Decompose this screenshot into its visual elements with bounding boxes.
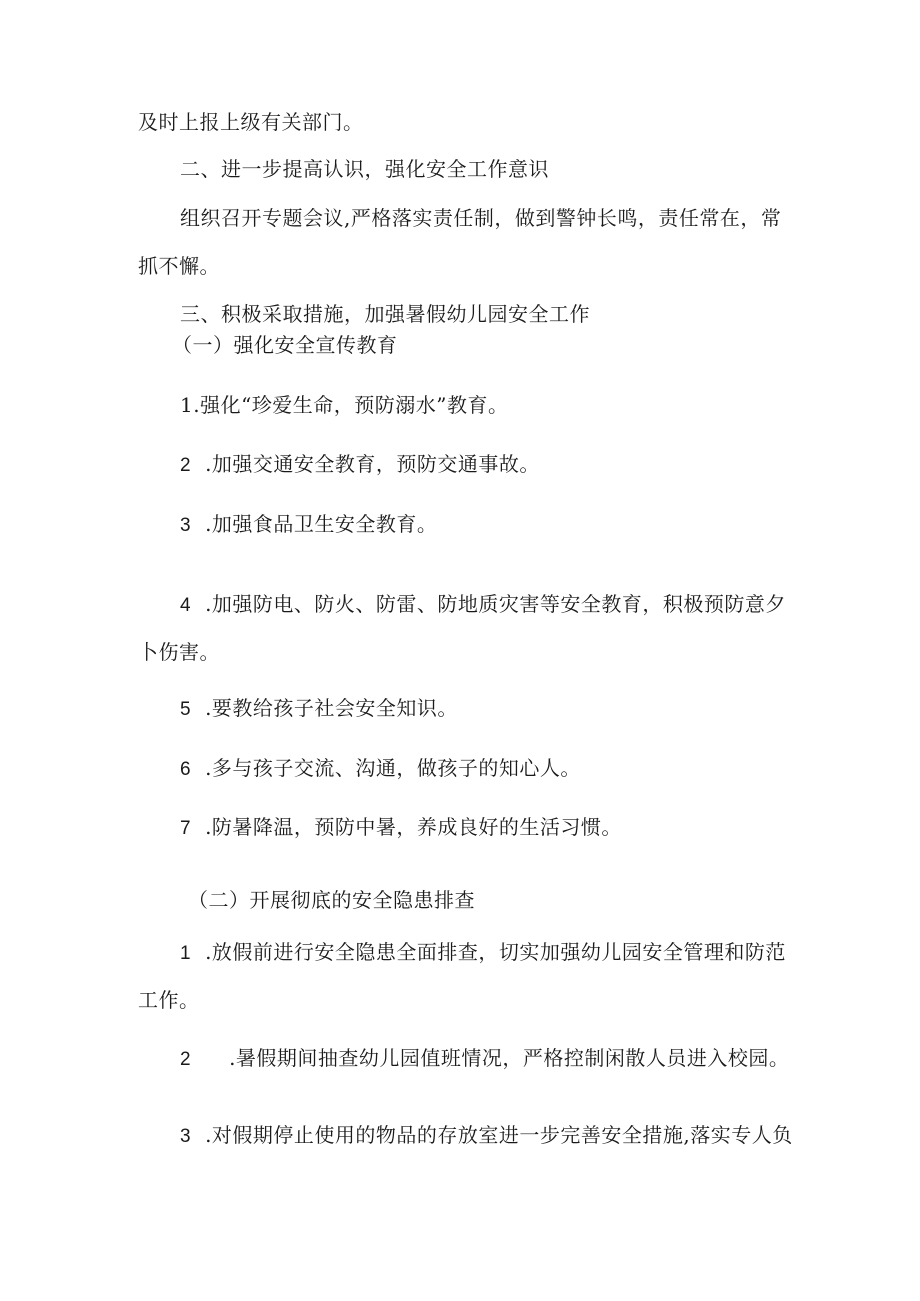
list-item-text: 1.强化“珍爱生命，预防溺水”教育。	[180, 393, 509, 417]
list-item-text: 卜伤害。	[138, 640, 220, 664]
list-item-text: .多与孩子交流、沟通，做孩子的知心人。	[205, 756, 581, 780]
paragraph	[180, 206, 781, 230]
list-item	[180, 696, 458, 722]
subsection-heading-1	[172, 333, 398, 357]
list-item-text: 工作。	[138, 988, 200, 1012]
list-item	[180, 1046, 789, 1072]
section-heading-3	[180, 302, 590, 326]
list-number: 6	[180, 759, 192, 780]
list-item-text: .防暑降温，预防中暑，养成良好的生活习惯。	[205, 815, 622, 839]
heading-text: （二）开展彻底的安全隐患排查	[188, 888, 475, 912]
paragraph-continuation	[138, 988, 200, 1012]
list-item	[180, 756, 581, 782]
heading-text: 三、积极采取措施，加强暑假幼儿园安全工作	[180, 302, 590, 326]
list-item	[180, 940, 786, 966]
paragraph-continuation	[138, 110, 364, 134]
list-number: 5	[180, 699, 192, 720]
list-number: 1	[180, 943, 192, 964]
list-item-text: .加强防电、防火、防雷、防地质灾害等安全教育，积极预防意夕	[205, 592, 786, 616]
list-item-text: .放假前进行安全隐患全面排查，切实加强幼儿园安全管理和防范	[205, 940, 786, 964]
subsection-heading-2	[188, 888, 475, 912]
paragraph-continuation	[138, 640, 220, 664]
list-number: 2	[180, 1049, 192, 1070]
list-item	[180, 592, 786, 618]
list-item-text: .加强交通安全教育，预防交通事故。	[205, 452, 540, 476]
paragraph-continuation	[138, 254, 220, 278]
list-item-text: .加强食品卫生安全教育。	[205, 512, 438, 536]
list-item	[180, 393, 509, 417]
list-item	[180, 1123, 793, 1149]
list-item-text: .暑假期间抽查幼儿园值班情况，严格控制闲散人员进入校园。	[229, 1046, 790, 1070]
list-number: 4	[180, 595, 192, 616]
list-item-text: .对假期停止使用的物品的存放室进一步完善安全措施,落实专人负	[205, 1123, 793, 1147]
section-heading-2	[180, 157, 549, 181]
heading-text: （一）强化安全宣传教育	[172, 333, 398, 357]
paragraph-text: 及时上报上级有关部门。	[138, 110, 364, 134]
list-item	[180, 452, 540, 478]
list-number: 3	[180, 1126, 192, 1147]
heading-text: 二、进一步提高认识，强化安全工作意识	[180, 157, 549, 181]
list-number: 7	[180, 818, 192, 839]
paragraph-text: 抓不懈。	[138, 254, 220, 278]
list-number: 2	[180, 455, 192, 476]
list-number: 3	[180, 515, 192, 536]
list-item	[180, 815, 622, 841]
list-item	[180, 512, 437, 538]
paragraph-text: 组织召开专题会议,严格落实责任制，做到警钟长鸣，责任常在，常	[180, 206, 782, 230]
list-item-text: .要教给孩子社会安全知识。	[205, 696, 458, 720]
